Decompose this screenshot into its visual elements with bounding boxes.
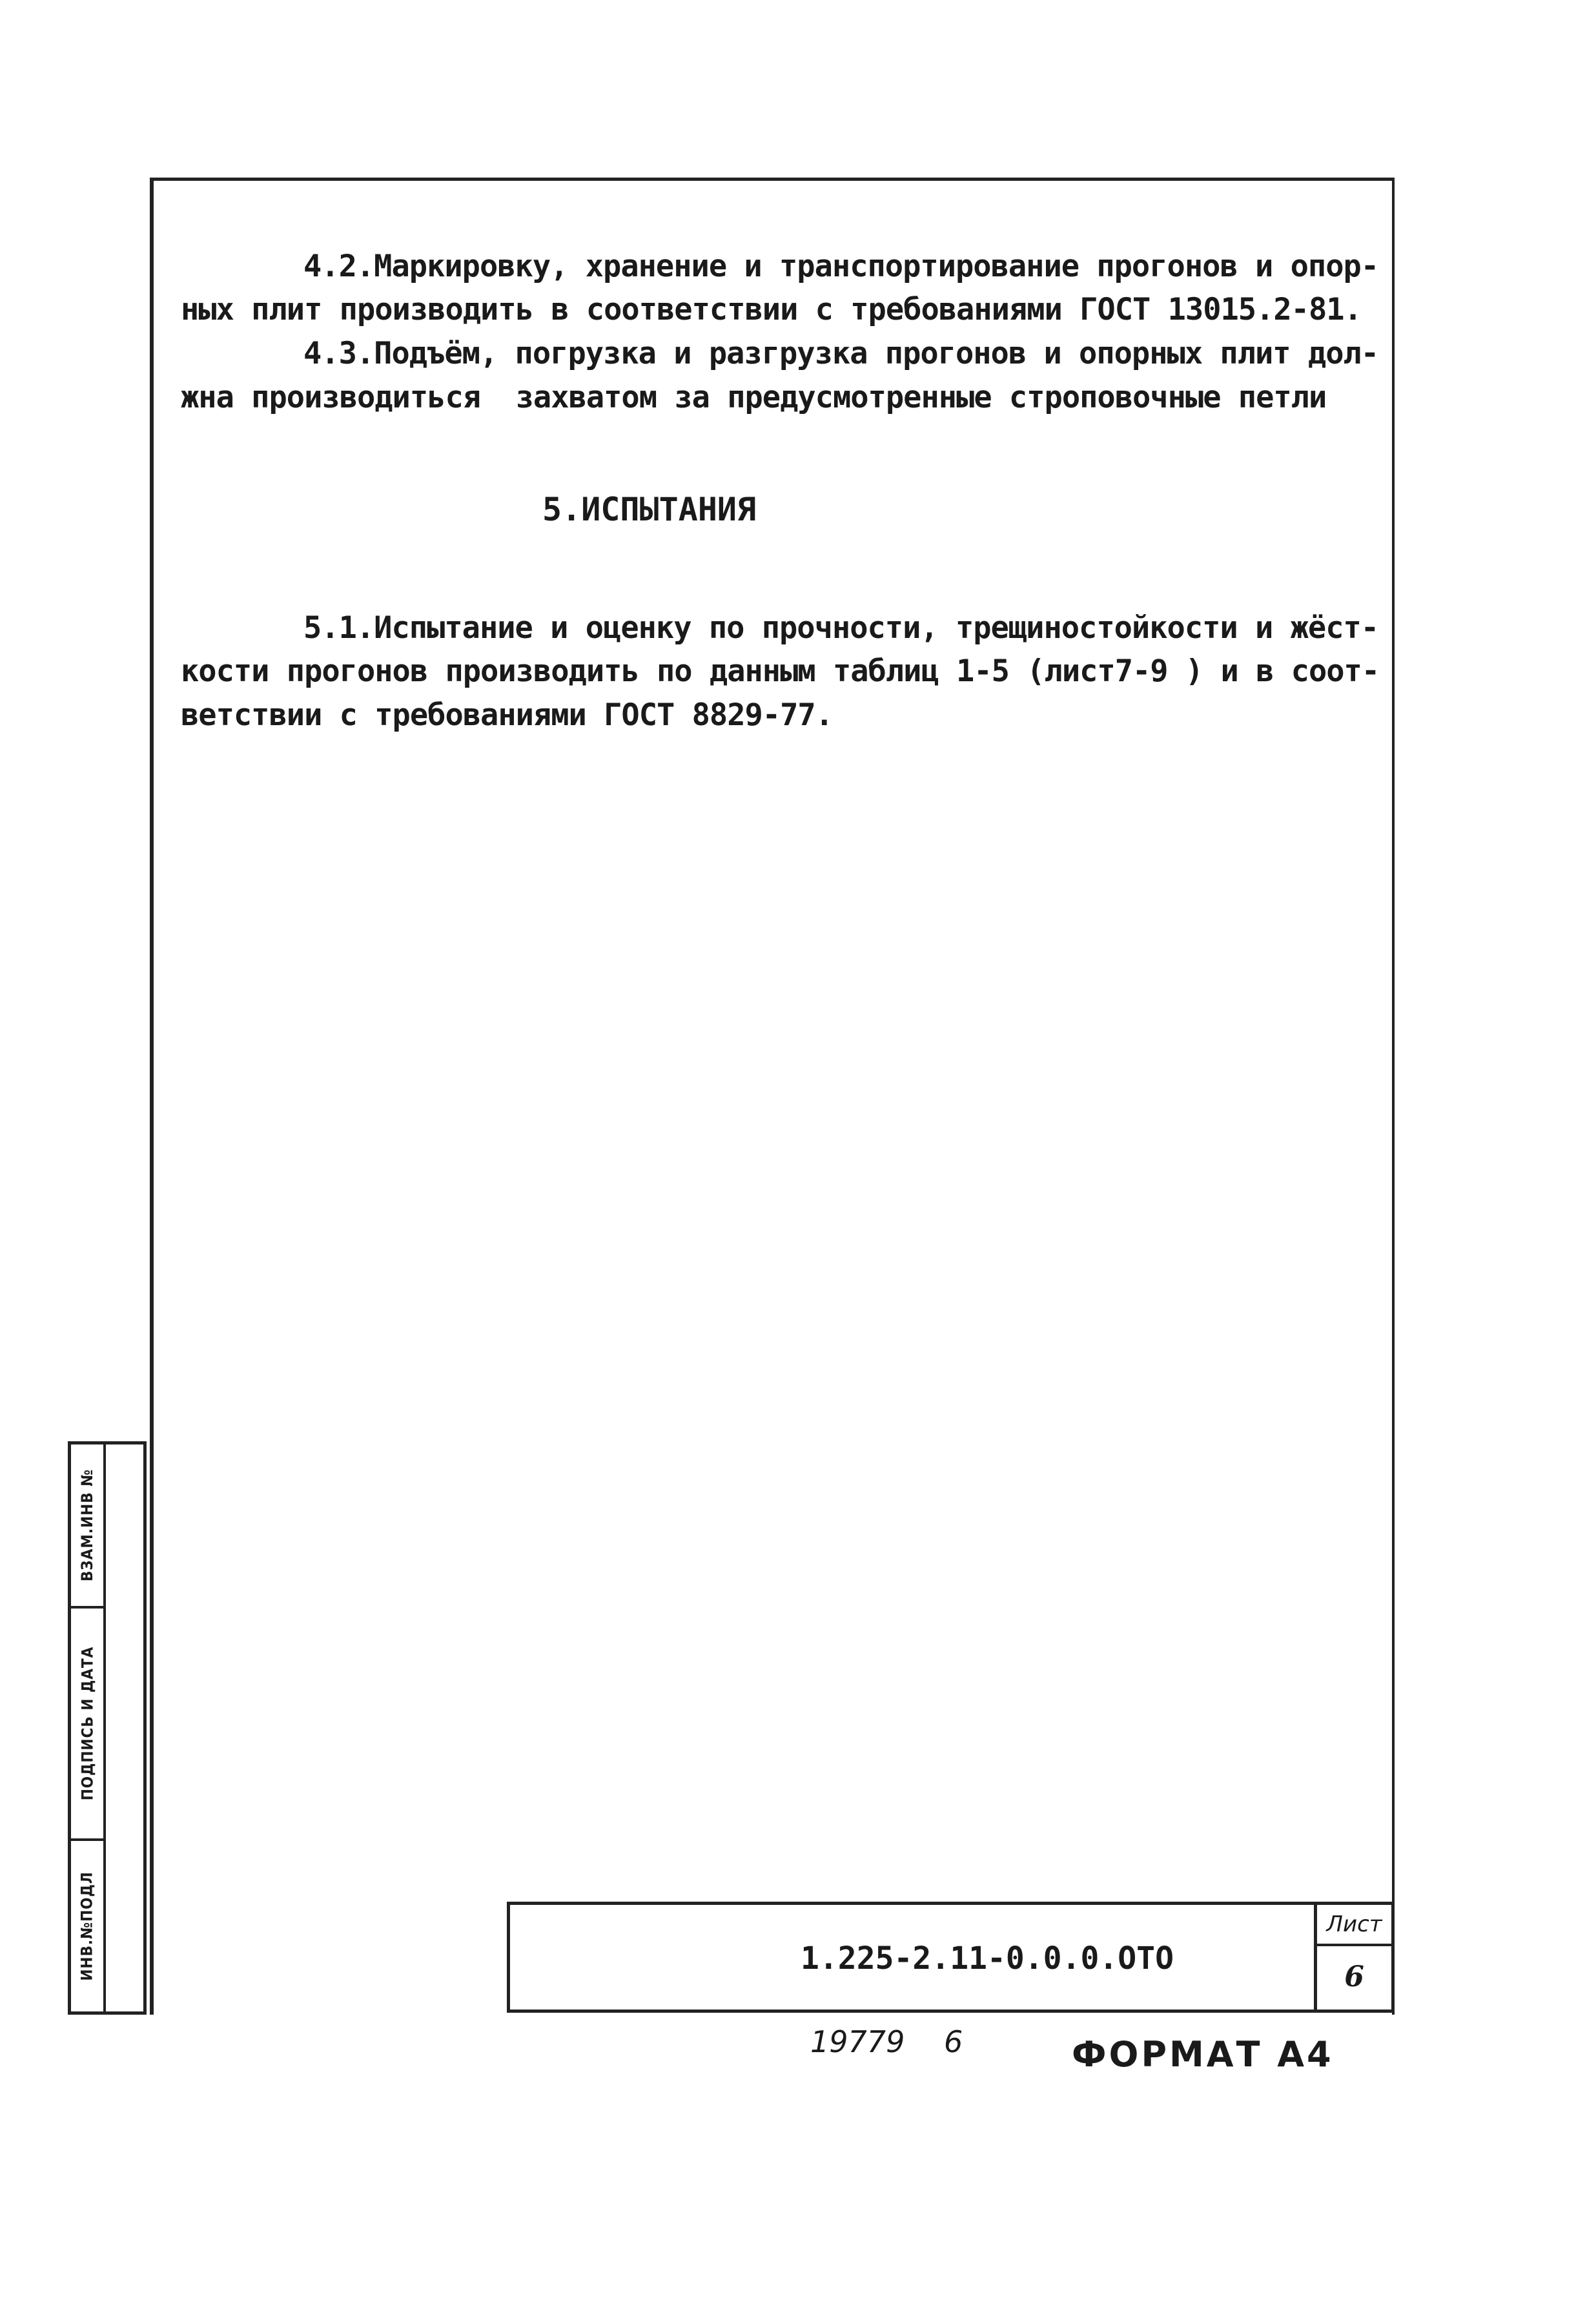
side-stamp-field: ПОДПИСЬ И ДАТА [78, 1646, 97, 1801]
document-code: 1.225-2.11-0.0.0.ОТО [801, 1940, 1174, 1977]
side-stamp-strip [68, 1441, 147, 2015]
title-block [507, 1902, 1395, 2013]
side-stamp-divider [103, 1444, 106, 2011]
sheet-number: 6 [1344, 1960, 1364, 1993]
paragraph-5-1-line-3: ветствии с требованиями ГОСТ 8829-77. [181, 697, 833, 733]
paragraph-4-2-line-1: 4.2.Маркировку, хранение и транспортирование прогонов и опор- [303, 249, 1379, 284]
paragraph-4-3-line-2: жна производиться захватом за предусмотренные строповочные петли [181, 380, 1327, 415]
paragraph-4-2-line-2: ных плит производить в соответствии с требованиями ГОСТ 13015.2-81. [181, 292, 1362, 327]
section-5-heading: 5.ИСПЫТАНИЯ [542, 491, 757, 528]
paragraph-4-3-line-1: 4.3.Подъём, погрузка и разгрузка прогонов и опорных плит дол- [303, 336, 1379, 371]
side-stamp-field: ВЗАМ.ИНВ № [78, 1468, 97, 1582]
sheet-cell [1314, 1905, 1391, 2010]
paragraph-5-1-line-2: кости прогонов производить по данным таблиц 1-5 (лист7-9 ) и в соот- [181, 653, 1380, 689]
side-stamp-field: ИНВ.№ПОДЛ [78, 1871, 97, 1981]
sheet-label: Лист [1317, 1905, 1391, 1946]
format-label: ФОРМАТ А4 [1072, 2034, 1334, 2075]
inventory-page: 6 [944, 2024, 963, 2059]
page-frame [150, 178, 1395, 2015]
paragraph-5-1-line-1: 5.1.Испытание и оценку по прочности, трещиностойкости и жёст- [303, 610, 1379, 646]
inventory-number: 19779 [810, 2024, 905, 2059]
